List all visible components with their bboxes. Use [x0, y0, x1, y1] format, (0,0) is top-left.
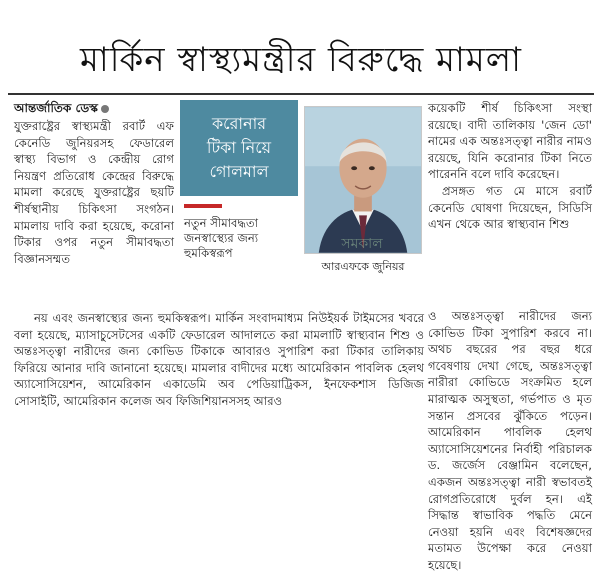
column-left-text: যুক্তরাষ্ট্রের স্বাস্থ্যমন্ত্রী রবার্ট এফ কেনেডি জুনিয়রসহ ফেডারেল স্বাস্থ্য বিভাগ ও কেন্দ্রীয় রোগ নিয়ন্ত্রণ প্রতিরোধ কেন্দ্রের বিরুদ্ধে মামলা করেছে যুক্তরাষ্ট্রের ছয়টি শীর্ষস্থানীয় চিকিৎসা সংগঠন। মামলায় দাবি করা হয়েছে, করোনা টিকার ওপর নতুন সীমাবদ্ধতা বিজ্ঞানসম্মত	[14, 119, 174, 266]
sidebar-feature	[180, 100, 420, 300]
bullet-dot-icon	[101, 105, 109, 113]
sidebar-red-accent	[184, 204, 222, 208]
column-left	[14, 100, 174, 267]
sidebar-title-box	[180, 100, 298, 196]
section-kicker	[14, 100, 174, 116]
watermark: সমকাল	[341, 236, 383, 252]
sidebar-title-line1: করোনার	[211, 114, 267, 133]
body-right-text: ও অন্তঃসত্ত্বা নারীদের জন্য কোভিড টিকা সুপারিশ করবে না। অথচ বছরের পর বছর ধরে গবেষণায় দেখা গেছে, অন্তঃসত্ত্বা নারীরা কোভিডে সংক্রমিত হলে মারাত্মক অসুস্থতা, গর্ভপাত ও মৃত সন্তান প্রসবের ঝুঁকিতে পড়েন। আমেরিকান পাবলিক হেলথ অ্যাসোসিয়েশনের নির্বাহী পরিচালক ড. জর্জেস বেঞ্জামিন বলেছেন, একজন অন্তঃসত্ত্বা নারী স্বভাবতই রোগপ্রতিরোধে দুর্বল হন। এই সিদ্ধান্ত স্বাভাবিক পদ্ধতি মেনে নেওয়া হয়নি এবং বিশেষজ্ঞদের মতামত উপেক্ষা করে নেওয়া হয়েছে।	[428, 309, 592, 572]
sidebar-title-line3: গোলমাল	[209, 162, 269, 181]
body-wide-text: নয় এবং জনস্বাস্থ্যের জন্য হুমকিস্বরূপ। মার্কিন সংবাদমাধ্যম নিউইয়র্ক টাইমসের খবরে বলা হয়েছে, ম্যাসাচুসেটসের একটি ফেডারেল আদালতে করা মামলাটি স্বাস্থ্যবান শিশু ও অন্তঃসত্ত্বা নারীদের জন্য কোভিড টিকাকে আবারও সুপারিশ করা টিকার তালিকায় ফিরিয়ে আনার দাবি জানানো হয়েছে। মামলার বাদীদের মধ্যে আমেরিকান পাবলিক হেলথ অ্যাসোসিয়েশন, আমেরিকান একাডেমি অব পেডিয়াট্রিকস, ইনফেকশাস ডিজিজ সোসাইটি, আমেরিকান কলেজ অব ফিজিশিয়ানসসহ আরও	[14, 311, 424, 408]
sidebar-tagline: নতুন সীমাবদ্ধতা জনস্বাস্থ্যের জন্য হুমকিস্বরূপ	[184, 216, 259, 260]
column-right-top	[428, 100, 592, 233]
column-right-paragraph-1: কয়েকটি শীর্ষ চিকিৎসা সংস্থা রয়েছে। বাদী তালিকায় 'জেন ডো' নামের এক অন্তঃসত্ত্বা নারীর নামও রয়েছে, যিনি করোনার টিকা নিতে পারেননি বলে দাবি করেছেন।	[428, 101, 592, 182]
headline: মার্কিন স্বাস্থ্যমন্ত্রীর বিরুদ্ধে মামলা	[80, 40, 522, 80]
headline-rule	[8, 93, 594, 95]
column-right-paragraph-2: প্রসঙ্গত গত মে মাসে রবার্ট কেনেডি ঘোষণা দিয়েছেন, সিডিসি এখন থেকে আর স্বাস্থ্যবান শিশু	[428, 183, 592, 232]
sidebar-title-line2: টিকা নিয়ে	[206, 138, 272, 157]
kicker-label: আন্তর্জাতিক ডেস্ক	[14, 101, 98, 115]
photo-caption: আরএফকে জুনিয়র	[321, 260, 405, 273]
